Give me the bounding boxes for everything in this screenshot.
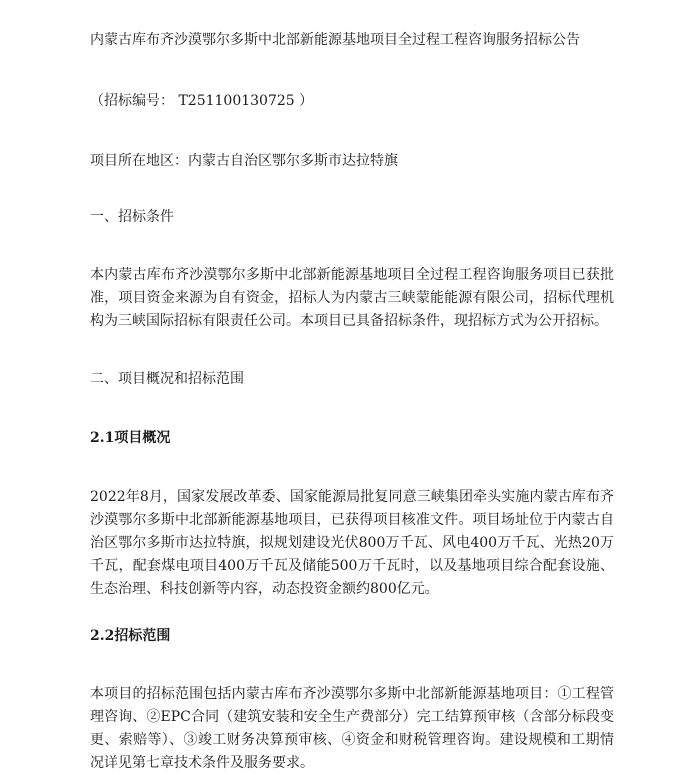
section-2-1-body: 2022年8月，国家发展改革委、国家能源局批复同意三峡集团牵头实施内蒙古库布齐沙漠鄂尔多斯中北部新能源基地项目，已获得项目核准文件。项目场址位于内蒙古自治区鄂尔多斯市达拉特旗，拟规划建设光伏800万千瓦、风电400万千瓦、光热20万千瓦，配套煤电项目400万千瓦及储能500万千瓦时，以及基地项目综合配套设施、生态治理、科技创新等内容，动态投资金额约800亿元。 xyxy=(90,489,614,597)
section-2-2-body: 本项目的招标范围包括内蒙古库布齐沙漠鄂尔多斯中北部新能源基地项目：①工程管理咨询、②EPC合同（建筑安装和安全生产费部分）完工结算预审核（含部分标段变更、索赔等）、③竣工财务决算预审核、④资金和财税管理咨询。建设规模和工期情况详见第七章技术条件及服务要求。 xyxy=(90,686,614,771)
section-2-heading: 二、项目概况和招标范围 xyxy=(90,371,244,387)
section-2-2-heading: 2.2招标范围 xyxy=(90,628,171,644)
section-1-heading: 一、招标条件 xyxy=(90,209,174,225)
tender-number: （招标编号： T251100130725 ） xyxy=(90,93,314,109)
document-title: 内蒙古库布齐沙漠鄂尔多斯中北部新能源基地项目全过程工程咨询服务招标公告 xyxy=(90,32,580,48)
project-region: 项目所在地区：内蒙古自治区鄂尔多斯市达拉特旗 xyxy=(90,153,398,169)
section-1-body: 本内蒙古库布齐沙漠鄂尔多斯中北部新能源基地项目全过程工程咨询服务项目已获批准，项目资金来源为自有资金，招标人为内蒙古三峡蒙能能源有限公司，招标代理机构为三峡国际招标有限责任公司。本项目已具备招标条件，现招标方式为公开招标。 xyxy=(90,267,614,329)
section-2-1-heading: 2.1项目概况 xyxy=(90,430,171,446)
